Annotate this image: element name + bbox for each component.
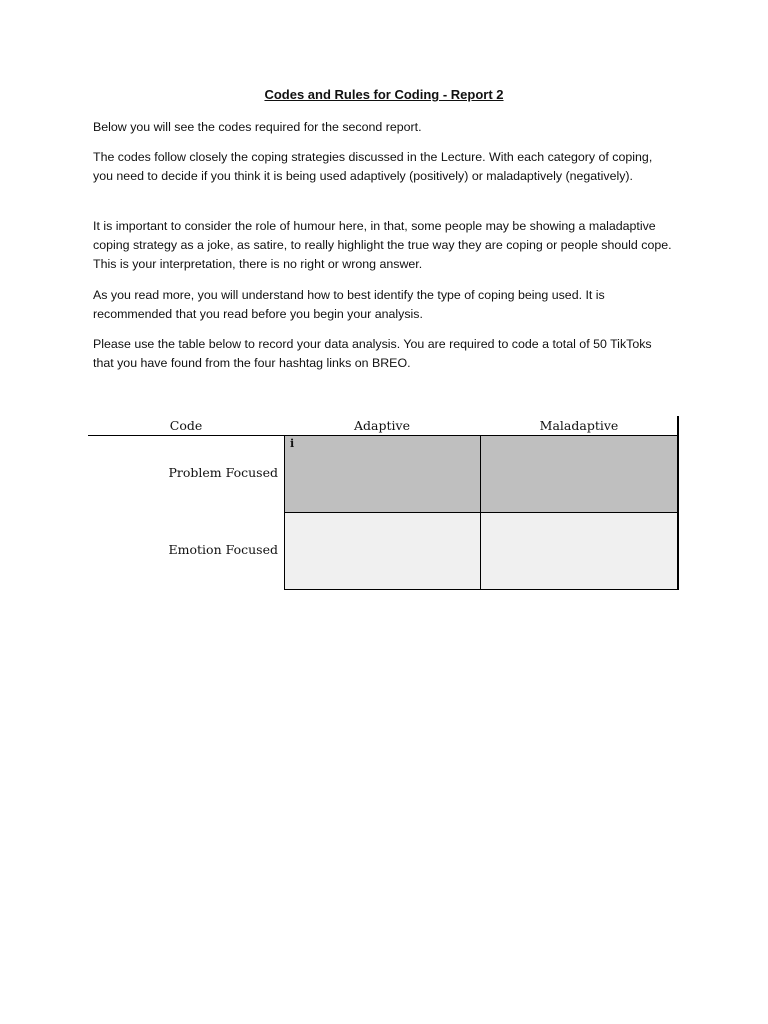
paragraph-reading: As you read more, you will understand how to best identify the type of coping being used. It is recommended that you read before you begin your analysis. [93, 288, 605, 321]
header-adaptive: Adaptive [354, 418, 410, 433]
cell-emotion-adaptive[interactable] [284, 512, 481, 590]
header-code: Code [169, 418, 203, 433]
cell-problem-maladaptive[interactable] [480, 435, 678, 513]
paragraph-intro: Below you will see the codes required for the second report. [93, 120, 422, 134]
header-maladaptive: Maladaptive [539, 418, 619, 433]
row-label-emotion-focused: Emotion Focused [168, 542, 278, 557]
paragraph-codes: The codes follow closely the coping strategies discussed in the Lecture. With each category of coping, you need to decide if you think it is being used adaptively (positively) or maladaptively (negatively). [93, 150, 653, 183]
coding-table [88, 416, 680, 590]
cell-emotion-maladaptive[interactable] [480, 512, 678, 590]
document-title: Codes and Rules for Coding - Report 2 [264, 87, 504, 102]
cell-problem-adaptive[interactable] [284, 435, 481, 513]
paragraph-instructions: Please use the table below to record your data analysis. You are required to code a total of 50 TikToks that you have found from the four hashtag links on BREO. [93, 337, 652, 370]
cell-marker: i [290, 437, 295, 450]
row-label-problem-focused: Problem Focused [168, 465, 278, 480]
paragraph-humour: It is important to consider the role of humour here, in that, some people may be showing a maladaptive coping strategy as a joke, as satire, to really highlight the true way they are coping or people should cope. This is your interpretation, there is no right or wrong answer. [93, 219, 672, 271]
